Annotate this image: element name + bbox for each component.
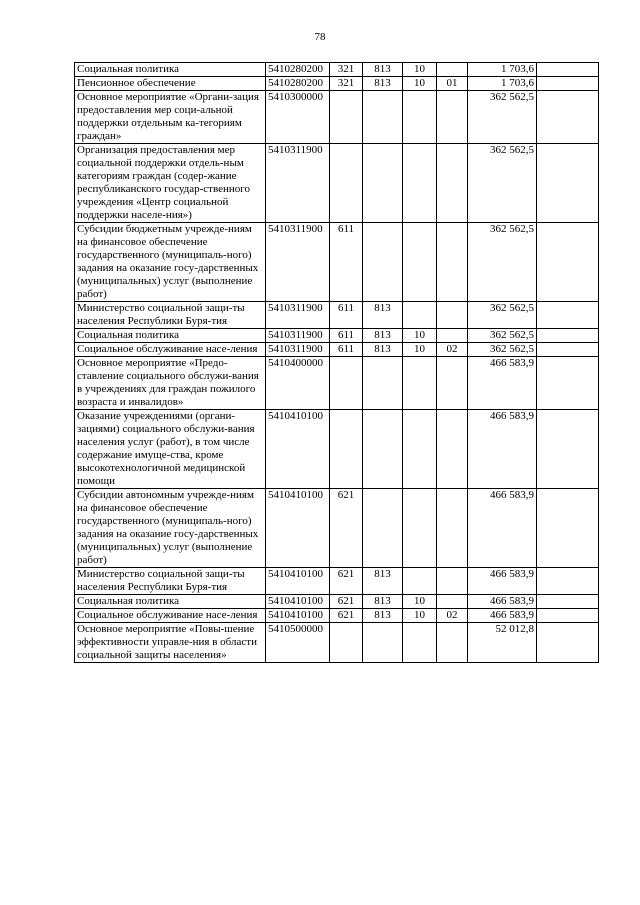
- row-subsection-cell: 01: [437, 77, 468, 91]
- row-extra-cell: [537, 144, 599, 223]
- table-row: [75, 329, 599, 343]
- row-subsection-cell: [437, 223, 468, 302]
- row-sum-cell: 466 583,9: [468, 595, 537, 609]
- row-expense-type-cell: [330, 144, 363, 223]
- table-row: [75, 623, 599, 663]
- row-extra-cell: [537, 609, 599, 623]
- row-code-cell: 5410311900: [266, 329, 330, 343]
- row-expense-type-cell: [330, 91, 363, 144]
- row-code-cell: 5410311900: [266, 302, 330, 329]
- row-name-cell: Субсидии автономным учрежде-ниям на финансовое обеспечение государственного (муниципаль-ного) задания на оказание госу-дарственных (муниципальных) услуг (выполнение работ): [75, 489, 266, 568]
- row-name-cell: Пенсионное обеспечение: [75, 77, 266, 91]
- row-extra-cell: [537, 357, 599, 410]
- row-sum-cell: 1 703,6: [468, 63, 537, 77]
- row-name-cell: Социальная политика: [75, 329, 266, 343]
- row-ministry-code-cell: 813: [363, 595, 403, 609]
- row-sum-cell: 362 562,5: [468, 144, 537, 223]
- row-expense-type-cell: 611: [330, 302, 363, 329]
- row-section-cell: [403, 410, 437, 489]
- row-section-cell: [403, 91, 437, 144]
- budget-table-body: [75, 63, 599, 663]
- row-expense-type-cell: 621: [330, 595, 363, 609]
- row-expense-type-cell: 611: [330, 329, 363, 343]
- row-section-cell: 10: [403, 595, 437, 609]
- row-code-cell: 5410311900: [266, 343, 330, 357]
- row-ministry-code-cell: 813: [363, 568, 403, 595]
- row-section-cell: [403, 144, 437, 223]
- row-extra-cell: [537, 489, 599, 568]
- row-code-cell: 5410410100: [266, 609, 330, 623]
- row-sum-cell: 466 583,9: [468, 489, 537, 568]
- table-row: [75, 91, 599, 144]
- row-extra-cell: [537, 329, 599, 343]
- row-code-cell: 5410410100: [266, 595, 330, 609]
- row-expense-type-cell: 321: [330, 63, 363, 77]
- row-ministry-code-cell: [363, 410, 403, 489]
- table-row: [75, 489, 599, 568]
- row-name-cell: Социальное обслуживание насе-ления: [75, 343, 266, 357]
- row-extra-cell: [537, 343, 599, 357]
- row-subsection-cell: [437, 329, 468, 343]
- row-extra-cell: [537, 568, 599, 595]
- row-code-cell: 5410300000: [266, 91, 330, 144]
- row-name-cell: Социальная политика: [75, 595, 266, 609]
- row-sum-cell: 362 562,5: [468, 91, 537, 144]
- row-subsection-cell: [437, 595, 468, 609]
- row-code-cell: 5410410100: [266, 568, 330, 595]
- row-sum-cell: 466 583,9: [468, 609, 537, 623]
- row-section-cell: [403, 489, 437, 568]
- table-row: [75, 357, 599, 410]
- row-sum-cell: 52 012,8: [468, 623, 537, 663]
- row-ministry-code-cell: [363, 623, 403, 663]
- row-section-cell: 10: [403, 63, 437, 77]
- row-subsection-cell: [437, 410, 468, 489]
- row-extra-cell: [537, 595, 599, 609]
- row-extra-cell: [537, 223, 599, 302]
- row-expense-type-cell: 621: [330, 609, 363, 623]
- row-sum-cell: 466 583,9: [468, 568, 537, 595]
- row-subsection-cell: [437, 489, 468, 568]
- row-ministry-code-cell: 813: [363, 609, 403, 623]
- row-ministry-code-cell: [363, 144, 403, 223]
- row-subsection-cell: [437, 302, 468, 329]
- row-code-cell: 5410400000: [266, 357, 330, 410]
- row-ministry-code-cell: 813: [363, 329, 403, 343]
- row-code-cell: 5410280200: [266, 77, 330, 91]
- row-expense-type-cell: 321: [330, 77, 363, 91]
- row-extra-cell: [537, 623, 599, 663]
- row-sum-cell: 362 562,5: [468, 223, 537, 302]
- row-ministry-code-cell: [363, 91, 403, 144]
- row-name-cell: Основное мероприятие «Повы-шение эффективности управле-ния в области социальной защиты населения»: [75, 623, 266, 663]
- row-ministry-code-cell: [363, 223, 403, 302]
- row-sum-cell: 1 703,6: [468, 77, 537, 91]
- row-subsection-cell: [437, 568, 468, 595]
- row-sum-cell: 362 562,5: [468, 302, 537, 329]
- row-extra-cell: [537, 410, 599, 489]
- row-subsection-cell: [437, 144, 468, 223]
- row-expense-type-cell: [330, 410, 363, 489]
- row-name-cell: Основное мероприятие «Предо-ставление социального обслужи-вания в учреждениях для граждан пожилого возраста и инвалидов»: [75, 357, 266, 410]
- row-ministry-code-cell: [363, 357, 403, 410]
- row-code-cell: 5410410100: [266, 489, 330, 568]
- table-row: [75, 568, 599, 595]
- row-name-cell: Социальное обслуживание насе-ления: [75, 609, 266, 623]
- row-expense-type-cell: 621: [330, 568, 363, 595]
- row-sum-cell: 362 562,5: [468, 343, 537, 357]
- row-name-cell: Социальная политика: [75, 63, 266, 77]
- row-section-cell: 10: [403, 609, 437, 623]
- row-code-cell: 5410311900: [266, 223, 330, 302]
- row-section-cell: [403, 623, 437, 663]
- row-section-cell: 10: [403, 77, 437, 91]
- row-subsection-cell: [437, 63, 468, 77]
- table-row: [75, 63, 599, 77]
- row-expense-type-cell: 621: [330, 489, 363, 568]
- row-ministry-code-cell: 813: [363, 302, 403, 329]
- row-section-cell: [403, 223, 437, 302]
- row-extra-cell: [537, 302, 599, 329]
- row-name-cell: Министерство социальной защи-ты населения Республики Буря-тия: [75, 568, 266, 595]
- row-code-cell: 5410410100: [266, 410, 330, 489]
- row-code-cell: 5410500000: [266, 623, 330, 663]
- row-name-cell: Основное мероприятие «Органи-зация предоставления мер соци-альной поддержки отдельным ка-тегориям граждан»: [75, 91, 266, 144]
- row-ministry-code-cell: 813: [363, 343, 403, 357]
- row-subsection-cell: [437, 357, 468, 410]
- row-extra-cell: [537, 77, 599, 91]
- row-name-cell: Министерство социальной защи-ты населения Республики Буря-тия: [75, 302, 266, 329]
- table-row: [75, 410, 599, 489]
- row-subsection-cell: 02: [437, 609, 468, 623]
- row-ministry-code-cell: 813: [363, 63, 403, 77]
- row-name-cell: Субсидии бюджетным учрежде-ниям на финансовое обеспечение государственного (муниципаль-ного) задания на оказание госу-дарственных (муниципальных) услуг (выполнение работ): [75, 223, 266, 302]
- row-expense-type-cell: [330, 357, 363, 410]
- row-sum-cell: 362 562,5: [468, 329, 537, 343]
- table-row: [75, 223, 599, 302]
- row-name-cell: Организация предоставления мер социальной поддержки отдель-ным категориям граждан (содер-жание республиканского государ-ственного учреждения «Центр социальной поддержки населе-ния»): [75, 144, 266, 223]
- row-subsection-cell: 02: [437, 343, 468, 357]
- table-row: [75, 595, 599, 609]
- row-ministry-code-cell: 813: [363, 77, 403, 91]
- row-name-cell: Оказание учреждениями (органи-зациями) социального обслужи-вания населения услуг (работ), в том числе содержание имуще-ства, кроме высокотехнологичной медицинской помощи: [75, 410, 266, 489]
- row-expense-type-cell: 611: [330, 223, 363, 302]
- row-section-cell: [403, 302, 437, 329]
- row-section-cell: [403, 357, 437, 410]
- table-row: [75, 609, 599, 623]
- table-row: [75, 144, 599, 223]
- row-subsection-cell: [437, 623, 468, 663]
- row-expense-type-cell: [330, 623, 363, 663]
- row-ministry-code-cell: [363, 489, 403, 568]
- row-sum-cell: 466 583,9: [468, 410, 537, 489]
- table-row: [75, 77, 599, 91]
- row-sum-cell: 466 583,9: [468, 357, 537, 410]
- row-extra-cell: [537, 91, 599, 144]
- table-row: [75, 302, 599, 329]
- row-expense-type-cell: 611: [330, 343, 363, 357]
- table-row: [75, 343, 599, 357]
- budget-table: [74, 62, 599, 663]
- row-extra-cell: [537, 63, 599, 77]
- row-code-cell: 5410280200: [266, 63, 330, 77]
- row-code-cell: 5410311900: [266, 144, 330, 223]
- page-number: 78: [314, 31, 326, 43]
- row-section-cell: 10: [403, 343, 437, 357]
- row-subsection-cell: [437, 91, 468, 144]
- row-section-cell: 10: [403, 329, 437, 343]
- row-section-cell: [403, 568, 437, 595]
